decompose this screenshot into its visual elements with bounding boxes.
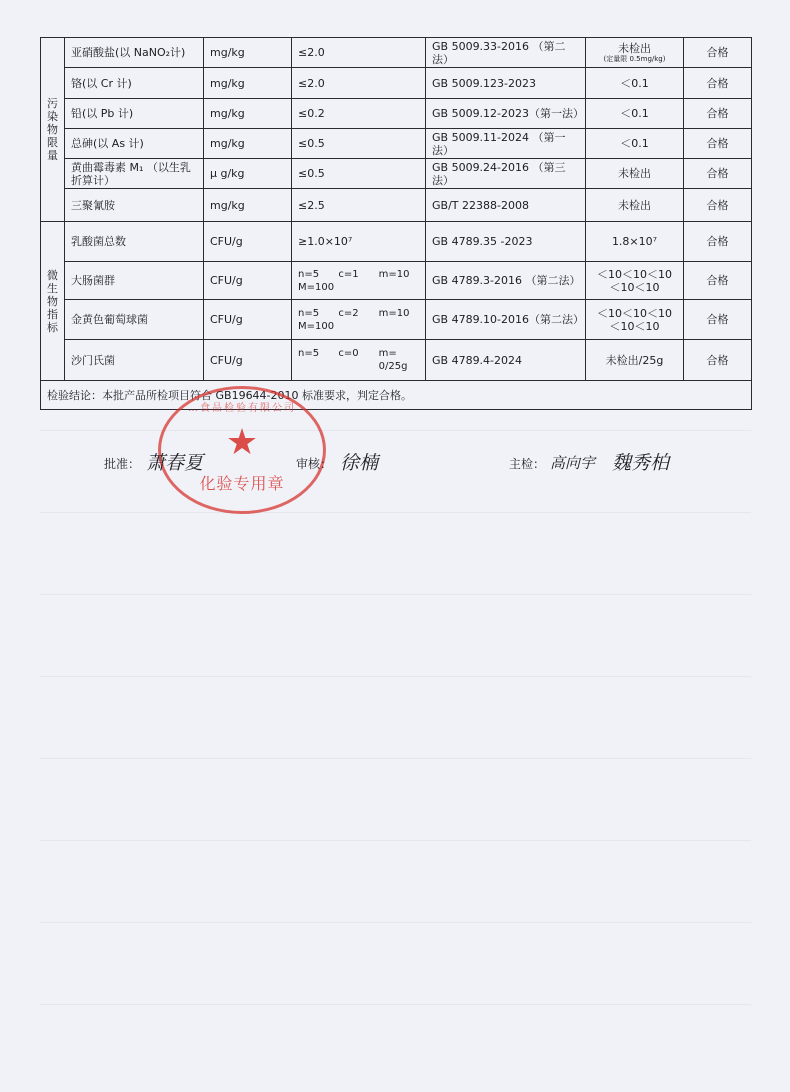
item-name: 大肠菌群 [65,262,204,300]
item-verdict: 合格 [684,340,752,381]
limit-n: n=5 [298,268,320,280]
chief-signature-2: 魏秀柏 [612,452,670,474]
table-row [41,159,752,189]
table-row [41,340,752,381]
table-row [41,300,752,340]
item-name: 沙门氏菌 [65,340,204,381]
chief-label: 主检： [509,457,546,471]
item-unit: mg/kg [204,99,292,129]
item-method: GB 4789.10-2016（第二法） [426,300,586,340]
item-limit [292,262,426,300]
item-limit: ≤0.5 [292,159,426,189]
item-name: 亚硝酸盐(以 NaNO₂计) [65,38,204,68]
group-char: 量 [47,149,58,162]
item-method: GB 5009.11-2024 （第一法） [426,129,586,159]
item-result: 未检出/25g [586,340,684,381]
item-result: ＜0.1 [586,68,684,99]
group-char: 染 [47,110,58,123]
item-verdict: 合格 [684,222,752,262]
group-char: 生 [47,281,58,295]
item-method: GB 4789.4-2024 [426,340,586,381]
item-verdict: 合格 [684,38,752,68]
item-name: 总砷(以 As 计) [65,129,204,159]
item-limit [292,300,426,340]
group-char: 污 [47,97,58,110]
result-line-2: ＜10＜10 [609,319,660,333]
item-name: 铅(以 Pb 计) [65,99,204,129]
group-char: 微 [47,268,58,282]
item-unit: CFU/g [204,222,292,262]
group-label-contaminants [41,38,65,222]
table-row [41,189,752,222]
item-method: GB 5009.24-2016 （第三法） [426,159,586,189]
item-method: GB 5009.12-2023（第一法） [426,99,586,129]
item-name: 三聚氰胺 [65,189,204,222]
group-char: 指 [47,307,58,321]
limit-M: M=100 [298,281,335,293]
result-line-2: ＜10＜10 [609,280,660,294]
review-label: 审核： [296,457,333,471]
result-value: 未检出 [618,41,651,55]
group-char: 物 [47,123,58,136]
item-verdict: 合格 [684,300,752,340]
item-method: GB 5009.123-2023 [426,68,586,99]
group-label-microbial [41,222,65,381]
limit-c: c=1 [338,268,359,280]
table-row [41,129,752,159]
table-row [41,99,752,129]
limit-c: c=2 [338,307,359,319]
group-char: 物 [47,294,58,308]
item-method: GB/T 22388-2008 [426,189,586,222]
limit-m: m= 0/25g [378,348,408,372]
item-unit: CFU/g [204,262,292,300]
item-verdict: 合格 [684,68,752,99]
item-name: 乳酸菌总数 [65,222,204,262]
item-limit: ≤0.5 [292,129,426,159]
signature-row [0,448,790,478]
seal-bottom-text: 化验专用章 [199,474,285,493]
item-name: 黄曲霉毒素 M₁ （以生乳折算计） [65,159,204,189]
conclusion-row [41,381,752,410]
item-name: 铬(以 Cr 计) [65,68,204,99]
item-result: 未检出 [586,189,684,222]
chief-signature-1: 高向宇 [550,454,596,472]
item-verdict: 合格 [684,159,752,189]
limit-M: M=100 [298,320,335,332]
item-limit [292,340,426,381]
item-unit: mg/kg [204,189,292,222]
item-unit: μ g/kg [204,159,292,189]
item-unit: mg/kg [204,38,292,68]
inspection-table [40,37,752,410]
item-unit: mg/kg [204,129,292,159]
limit-n: n=5 [298,348,320,359]
item-method: GB 4789.3-2016 （第二法） [426,262,586,300]
item-verdict: 合格 [684,189,752,222]
item-verdict: 合格 [684,99,752,129]
table-row [41,222,752,262]
item-name: 金黄色葡萄球菌 [65,300,204,340]
limit-m: m=10 [378,307,410,319]
approve-label: 批准： [104,457,141,471]
item-result [586,262,684,300]
inspection-conclusion: 检验结论：本批产品所检项目符合 GB19644-2010 标准要求，判定合格。 [41,381,752,410]
seal-top-text: …食品检验有限公司 [188,403,296,414]
item-verdict: 合格 [684,262,752,300]
item-result: 1.8×10⁷ [586,222,684,262]
table-row [41,68,752,99]
item-limit: ≤2.0 [292,38,426,68]
star-icon: ★ [225,422,259,463]
table-row [41,38,752,68]
result-line-1: ＜10＜10＜10 [597,267,672,281]
result-note: (定量限 0.5mg/kg) [603,54,666,63]
item-result: 未检出 [586,159,684,189]
result-line-1: ＜10＜10＜10 [597,306,672,320]
item-result [586,38,684,68]
item-limit: ≤2.0 [292,68,426,99]
item-unit: CFU/g [204,300,292,340]
item-result: ＜0.1 [586,129,684,159]
group-char: 限 [47,136,58,149]
item-method: GB 5009.33-2016 （第二法） [426,38,586,68]
item-limit: ≤0.2 [292,99,426,129]
limit-n: n=5 [298,307,320,319]
item-unit: mg/kg [204,68,292,99]
item-result [586,300,684,340]
limit-c: c=0 [338,348,359,359]
approve-signature: 萧春夏 [146,452,204,474]
table-row [41,262,752,300]
item-method: GB 4789.35 -2023 [426,222,586,262]
item-unit: CFU/g [204,340,292,381]
group-char: 标 [47,320,58,334]
item-result: ＜0.1 [586,99,684,129]
item-limit: ≤2.5 [292,189,426,222]
limit-m: m=10 [378,268,410,280]
show-through-lines [40,418,751,1078]
item-limit: ≥1.0×10⁷ [292,222,426,262]
review-signature: 徐楠 [340,452,379,474]
item-verdict: 合格 [684,129,752,159]
